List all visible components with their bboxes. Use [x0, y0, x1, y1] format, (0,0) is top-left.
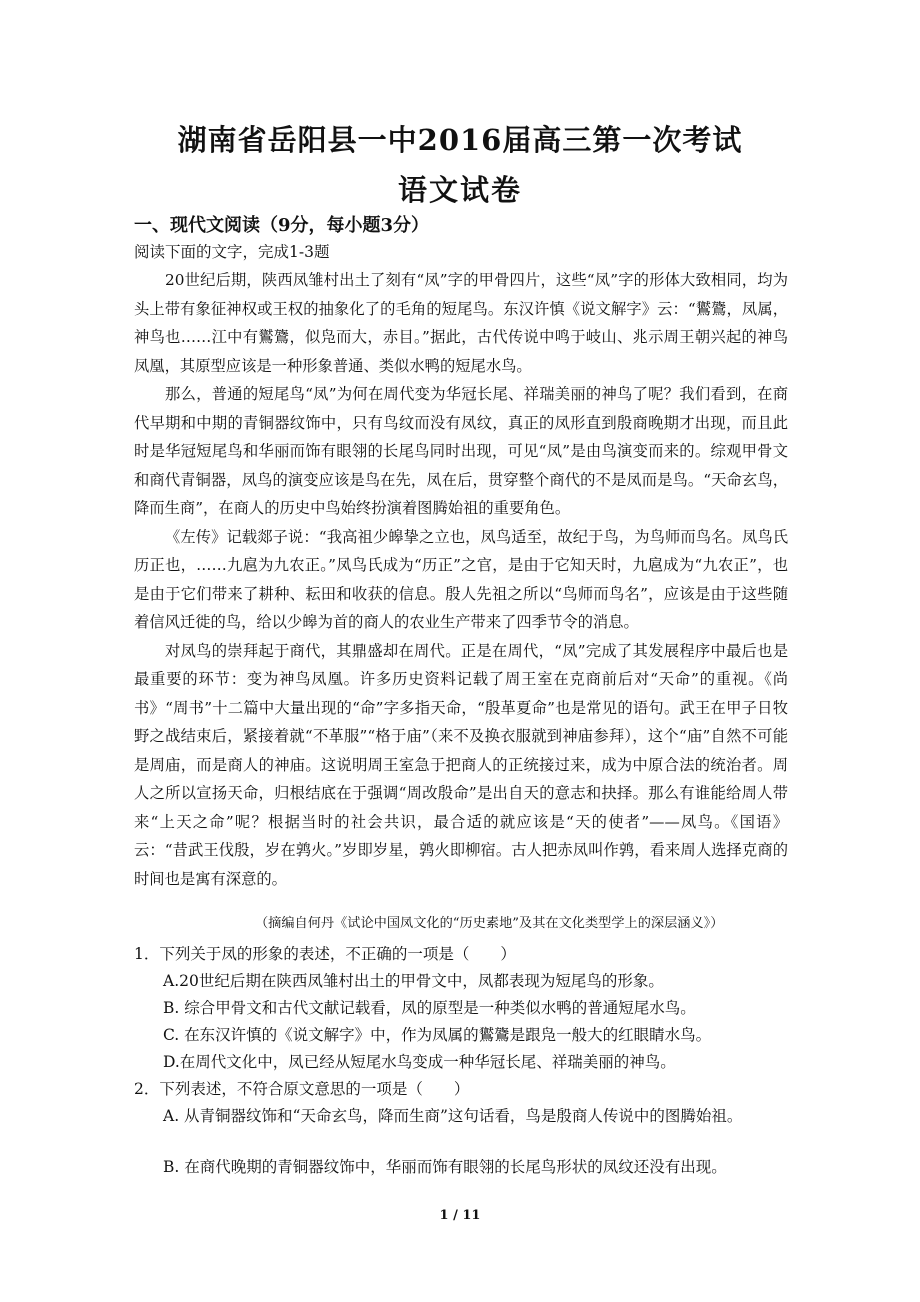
- exam-subtitle: 语文试卷: [397, 173, 522, 207]
- question-1-option-a: A.20世纪后期在陕西凤雏村出土的甲骨文中，凤都表现为短尾鸟的形象。: [163, 972, 664, 990]
- section-heading: 一、现代文阅读（9分，每小题3分）: [134, 215, 430, 236]
- passage-paragraph: 对凤鸟的崇拜起于商代，其鼎盛却在周代。正是在周代，“凤”完成了其发展程序中最后也是最重要的环节：变为神鸟凤凰。许多历史资料记载了周王室在克商前后对“天命”的重视。《尚书》“周书”十二篇中大量出现的“命”字多指天命，“殷革夏命”也是常见的语句。武王在甲子日牧野之战结束后，紧接着就“不革服”“格于庙”（来不及换衣服就到神庙参拜），这个“庙”自然不可能是周庙，而是商人的神庙。这说明周王室急于把商人的正统接过来，成为中原合法的统治者。周人之所以宣扬天命，归根结底在于强调“周改殷命”是出自天的意志和抉择。那么有谁能给周人带来“上天之命”呢？根据当时的社会共识，最合适的就应该是“天的使者”——凤鸟。《国语》云：“昔武王伐殷，岁在鹑火。”岁即岁星，鹑火即柳宿。古人把赤凤叫作鹑，看来周人选择克商的时间也是寓有深意的。: [134, 641, 788, 888]
- exam-title: 湖南省岳阳县一中2016届高三第一次考试: [177, 123, 743, 157]
- question-2-stem: 2．下列表述，不符合原文意思的一项是（ ）: [134, 1080, 470, 1098]
- question-1-option-c: C. 在东汉许慎的《说文解字》中，作为凤属的鸑鷟是跟凫一般大的红眼睛水鸟。: [163, 1026, 712, 1044]
- passage-source: （摘编自何丹《试论中国凤文化的“历史素地”及其在文化类型学上的深层涵义》）: [255, 916, 724, 931]
- passage-paragraph: 那么，普通的短尾鸟“凤”为何在周代变为华冠长尾、祥瑞美丽的神鸟了呢？我们看到，在商代早期和中期的青铜器纹饰中，只有鸟纹而没有凤纹，真正的凤形直到殷商晚期才出现，而且此时是华冠短尾鸟和华丽而饰有眼翎的长尾鸟同时出现，可见“凤”是由鸟演变而来的。综观甲骨文和商代青铜器，凤鸟的演变应该是鸟在先，凤在后，贯穿整个商代的不是凤而是鸟。“天命玄鸟，降而生商”，在商人的历史中鸟始终扮演着图腾始祖的重要角色。: [134, 385, 788, 517]
- passage-paragraph: 《左传》记载郯子说：“我高祖少皞挚之立也，凤鸟适至，故纪于鸟，为鸟师而鸟名。凤鸟氏历正也，……九扈为九农正。”凤鸟氏成为“历正”之官，是由于它知天时，九扈成为“九农正”，也是由于它们带来了耕种、耘田和收获的信息。殷人先祖之所以“鸟师而鸟名”，应该是由于这些随着信风迁徙的鸟，给以少皞为首的商人的农业生产带来了四季节令的消息。: [134, 527, 788, 631]
- question-1-option-d: D.在周代文化中，凤已经从短尾水鸟变成一种华冠长尾、祥瑞美丽的神鸟。: [163, 1053, 676, 1071]
- reading-passage: [134, 266, 788, 893]
- question-1-option-b: B. 综合甲骨文和古代文献记载看，凤的原型是一种类似水鸭的普通短尾水鸟。: [163, 999, 696, 1017]
- page-number: 1 / 11: [439, 1208, 481, 1223]
- question-2-option-b: B. 在商代晚期的青铜器纹饰中，华丽而饰有眼翎的长尾鸟形状的凤纹还没有出现。: [163, 1158, 727, 1176]
- question-2-option-a: A. 从青铜器纹饰和“天命玄鸟，降而生商”这句话看，鸟是殷商人传说中的图腾始祖。: [163, 1107, 743, 1125]
- reading-instruction: 阅读下面的文字，完成1-3题: [134, 243, 330, 261]
- passage-paragraph: 20世纪后期，陕西凤雏村出土了刻有“凤”字的甲骨四片，这些“凤”字的形体大致相同，均为头上带有象征神权或王权的抽象化了的毛角的短尾鸟。东汉许慎《说文解字》云：“鸑鷟，凤属，神鸟也……江中有鸑鷟，似凫而大，赤目。”据此，古代传说中鸣于岐山、兆示周王朝兴起的神鸟凤凰，其原型应该是一种形象普通、类似水鸭的短尾水鸟。: [134, 271, 788, 375]
- question-1-stem: 1．下列关于凤的形象的表述，不正确的一项是（ ）: [134, 945, 516, 963]
